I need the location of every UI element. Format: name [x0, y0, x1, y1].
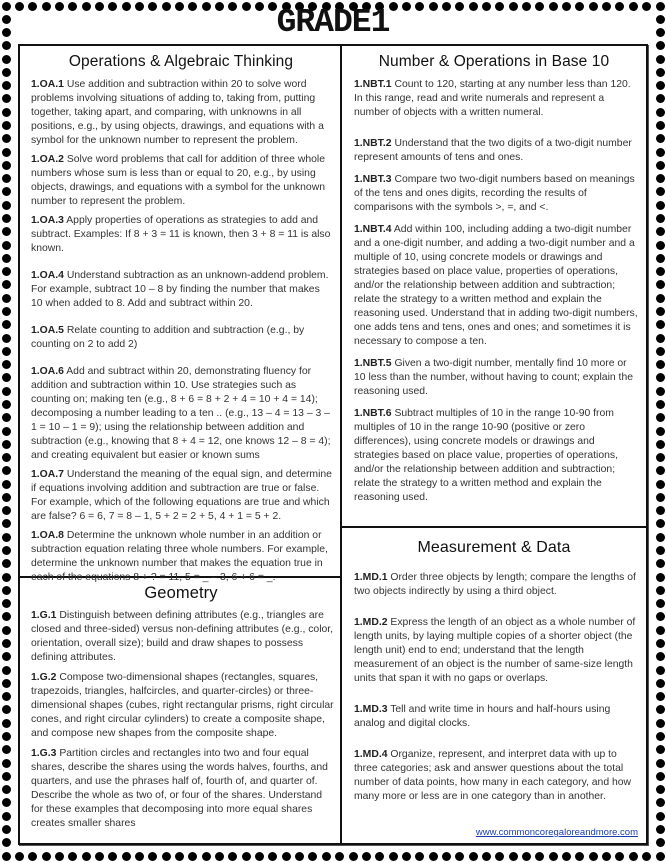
border-dot: [2, 373, 11, 382]
border-dot: [656, 546, 665, 555]
border-dot: [122, 852, 131, 861]
border-dot: [2, 254, 11, 263]
border-dot: [2, 772, 11, 781]
standard-code: 1.NBT.6: [354, 408, 392, 419]
border-dot: [2, 148, 11, 157]
border-dot: [656, 506, 665, 515]
border-dot: [2, 387, 11, 396]
standards-frame: [18, 44, 648, 845]
border-dot: [495, 852, 504, 861]
standard-code: 1.OA.8: [31, 530, 64, 541]
border-dot: [656, 745, 665, 754]
border-dot: [615, 852, 624, 861]
border-dot: [2, 825, 11, 834]
border-dot: [2, 785, 11, 794]
standard-code: 1.G.1: [31, 610, 57, 621]
border-dot: [2, 573, 11, 582]
border-dot: [656, 626, 665, 635]
standard-text: Partition circles and rectangles into two and four equal shares, describe the shares using the words halves, fourths, and quarters, and use the phrases half of, fourth of, and quarter of. Describe the whole as two of, or four of the shares. Understand for these examples that decomposing into more equal shares creates smaller shares: [31, 748, 328, 829]
border-dot: [429, 852, 438, 861]
border-dot: [629, 852, 638, 861]
border-dot: [175, 852, 184, 861]
border-dot: [656, 480, 665, 489]
standard-text: Distinguish between defining attributes (e.g., triangles are closed and three-sided) versus non-defining attributes (e.g., color, orientation, overall size); build and draw shapes to possess defining attributes.: [31, 610, 334, 663]
standard-1-nbt-1: [342, 78, 646, 120]
standard-text: Understand subtraction as an unknown-addend problem. For example, subtract 10 – 8 by finding the number that makes 10 when added to 8. Add and subtract within 20.: [31, 270, 329, 309]
section-number-operations-base-10: [342, 46, 646, 526]
border-dot: [2, 652, 11, 661]
standard-1-md-3: [342, 703, 646, 731]
border-dot: [2, 732, 11, 741]
standard-1-nbt-3: [342, 173, 646, 215]
border-dot: [656, 254, 665, 263]
border-dot: [362, 852, 371, 861]
standard-1-oa-4: [22, 269, 340, 311]
border-dot: [656, 201, 665, 210]
border-dot: [135, 852, 144, 861]
border-dot: [188, 852, 197, 861]
standard-1-nbt-4: [342, 223, 646, 349]
standard-1-g-3: [22, 747, 340, 831]
border-dot: [162, 852, 171, 861]
border-dot: [656, 440, 665, 449]
section-measurement-data: [342, 528, 646, 843]
border-dot: [95, 852, 104, 861]
border-dot: [2, 838, 11, 847]
standard-code: 1.MD.1: [354, 572, 388, 583]
border-dot: [656, 400, 665, 409]
standard-1-g-1: [22, 609, 340, 665]
border-dot: [656, 812, 665, 821]
standard-1-oa-5: [22, 324, 340, 352]
border-dot: [522, 852, 531, 861]
section-title: Number & Operations in Base 10: [378, 53, 610, 70]
section-geometry: [22, 578, 340, 843]
border-dot: [2, 214, 11, 223]
border-dot: [656, 267, 665, 276]
standard-text: Determine the unknown whole number in an addition or subtraction equation relating three whole numbers. For example, determine the unknown number that makes the equation true in each of the equations 8 + ? = 11, 5 = _ – 3, 6 + 6 = _.: [31, 530, 328, 583]
border-dot: [15, 852, 24, 861]
standard-code: 1.NBT.5: [354, 358, 392, 369]
border-dot: [549, 852, 558, 861]
standard-text: Apply properties of operations as strategies to add and subtract. Examples: If 8 + 3 = 11 is known, then 3 + 8 = 11 is also known.: [31, 215, 331, 254]
border-dot: [656, 373, 665, 382]
border-dot: [28, 852, 37, 861]
border-dot: [2, 493, 11, 502]
standard-1-oa-1: [22, 78, 340, 148]
border-dot: [656, 121, 665, 130]
border-dot: [2, 639, 11, 648]
border-dot: [656, 666, 665, 675]
border-dot: [656, 519, 665, 528]
border-dot: [2, 852, 11, 861]
border-dot: [335, 852, 344, 861]
border-dot: [2, 599, 11, 608]
border-dot: [2, 400, 11, 409]
border-dot: [656, 679, 665, 688]
border-dot: [2, 68, 11, 77]
border-dot: [469, 852, 478, 861]
standard-1-nbt-5: [342, 357, 646, 399]
border-dot: [2, 280, 11, 289]
border-dot: [2, 586, 11, 595]
border-dot: [656, 825, 665, 834]
standard-code: 1.G.2: [31, 672, 57, 683]
border-dot: [2, 201, 11, 210]
border-dot: [656, 573, 665, 582]
border-dot: [68, 852, 77, 861]
standard-code: 1.OA.7: [31, 469, 64, 480]
border-dot: [2, 347, 11, 356]
standard-text: Express the length of an object as a whole number of length units, by laying multiple copies of a shorter object (the length unit) end to end; understand that the length measurement of an object is the number of same-size length units that span it with no gaps or overlaps.: [354, 617, 636, 684]
border-dot: [268, 852, 277, 861]
border-dot: [656, 294, 665, 303]
border-dot: [656, 413, 665, 422]
standard-text: Use addition and subtraction within 20 to solve word problems involving situations of adding to, taking from, putting together, taking apart, and comparing, with unknowns in all positions, e.g., by using objects, drawings, and equations with a symbol for the unknown number to represent the problem.: [31, 79, 324, 146]
border-dot: [656, 108, 665, 117]
standard-1-oa-3: [22, 214, 340, 256]
standard-text: Order three objects by length; compare the lengths of two objects indirectly by using a third object.: [354, 572, 636, 597]
border-dot: [575, 852, 584, 861]
standard-1-md-4: [342, 748, 646, 804]
border-dot: [656, 599, 665, 608]
border-dot: [2, 108, 11, 117]
border-dot: [349, 852, 358, 861]
standard-code: 1.NBT.3: [354, 174, 392, 185]
border-dot: [2, 453, 11, 462]
standard-1-oa-7: [22, 468, 340, 524]
border-dot: [2, 81, 11, 90]
border-dot: [656, 652, 665, 661]
border-dot: [2, 759, 11, 768]
border-dot: [2, 612, 11, 621]
border-dot: [455, 852, 464, 861]
border-dot: [656, 81, 665, 90]
border-dot: [656, 559, 665, 568]
border-dot: [255, 852, 264, 861]
border-dot: [656, 241, 665, 250]
border-dot: [2, 121, 11, 130]
border-dot: [55, 852, 64, 861]
border-dot: [242, 852, 251, 861]
border-dot: [656, 334, 665, 343]
standard-code: 1.MD.4: [354, 749, 388, 760]
standard-code: 1.MD.2: [354, 617, 388, 628]
border-dot: [215, 852, 224, 861]
standard-text: Tell and write time in hours and half-hours using analog and digital clocks.: [354, 704, 611, 729]
border-dot: [656, 320, 665, 329]
border-dot: [535, 852, 544, 861]
border-dot: [656, 759, 665, 768]
border-dot: [282, 852, 291, 861]
border-dot: [656, 68, 665, 77]
standard-code: 1.NBT.2: [354, 138, 392, 149]
border-dot: [656, 586, 665, 595]
border-dot: [2, 334, 11, 343]
border-dot: [562, 852, 571, 861]
border-dot: [2, 174, 11, 183]
standard-text: Add within 100, including adding a two-digit number and a one-digit number, and adding a two-digit number and a multiple of 10, using concrete models or drawings and strategies based on place value, properties of operations, and/or the relationship between addition and subtraction; relate the strategy to a written method and explain the reasoning used. Understand that in adding two-digit numbers, one adds tens and tens, ones and ones; and sometimes it is necessary to compose a ten.: [354, 224, 638, 347]
standard-code: 1.G.3: [31, 748, 57, 759]
border-dot: [2, 94, 11, 103]
border-dot: [2, 559, 11, 568]
standard-1-oa-2: [22, 153, 340, 209]
standard-code: 1.OA.4: [31, 270, 64, 281]
border-dot: [202, 852, 211, 861]
border-dot: [2, 161, 11, 170]
border-dot: [656, 493, 665, 502]
border-dot: [656, 41, 665, 50]
standard-1-nbt-2: [342, 137, 646, 165]
border-dot: [509, 852, 518, 861]
standard-text: Add and subtract within 20, demonstrating fluency for addition and subtraction within 10. Use strategies such as counting on; making ten (e.g., 8 + 6 = 8 + 2 + 4 = 10 + 4 = 14); decomposing a number leading to a ten .. (e.g., 13 – 4 = 13 – 3 – 1 = 10 – 1 = 9); using the relationship between addition and subtraction (e.g., knowing that 8 + 4 = 12, one knows 12 – 8 = 4); and creating equivalent but easier or known sums: [31, 366, 331, 461]
border-dot: [2, 626, 11, 635]
standard-code: 1.OA.2: [31, 154, 64, 165]
border-dot: [2, 692, 11, 701]
border-dot: [2, 798, 11, 807]
border-dot: [2, 360, 11, 369]
border-dot: [2, 267, 11, 276]
border-dot: [2, 666, 11, 675]
border-dot: [642, 852, 651, 861]
border-dot: [2, 307, 11, 316]
border-dot: [228, 852, 237, 861]
standard-1-md-1: [342, 571, 646, 599]
border-dot: [2, 679, 11, 688]
border-dot: [2, 320, 11, 329]
border-dot: [322, 852, 331, 861]
border-dot: [2, 719, 11, 728]
section-operations-algebraic-thinking: [22, 46, 340, 583]
border-dot: [656, 852, 665, 861]
border-dot: [148, 852, 157, 861]
section-title: Geometry: [144, 584, 218, 602]
border-dot: [442, 852, 451, 861]
section-title: Measurement & Data: [417, 539, 571, 556]
border-dot: [108, 852, 117, 861]
border-dot: [2, 519, 11, 528]
section-title: Operations & Algebraic Thinking: [68, 53, 294, 70]
border-dot: [2, 440, 11, 449]
border-dot: [656, 227, 665, 236]
border-dot: [602, 852, 611, 861]
border-dot: [2, 466, 11, 475]
standard-code: 1.OA.5: [31, 325, 64, 336]
border-dot: [375, 852, 384, 861]
border-dot: [656, 427, 665, 436]
border-dot: [656, 387, 665, 396]
border-dot: [656, 347, 665, 356]
standard-1-oa-6: [22, 365, 340, 463]
website-link[interactable]: www.commoncoregaloreandmore.com: [475, 827, 638, 838]
border-dot: [415, 852, 424, 861]
border-dot: [82, 852, 91, 861]
standard-text: Compare two two-digit numbers based on meanings of the tens and ones digits, recording the results of comparisons with the symbols >, =, and <.: [354, 174, 635, 213]
standard-text: Solve word problems that call for addition of three whole numbers whose sum is less than or equal to 20, e.g., by using objects, drawings, and equations with a symbol for the unknown number to represent the problem.: [31, 154, 325, 207]
border-dot: [656, 732, 665, 741]
border-dot: [2, 294, 11, 303]
border-dot: [656, 533, 665, 542]
border-dot: [656, 798, 665, 807]
border-dot: [656, 453, 665, 462]
border-dot: [656, 466, 665, 475]
standard-code: 1.NBT.1: [354, 79, 392, 90]
border-dot: [656, 134, 665, 143]
border-dot: [656, 161, 665, 170]
border-dot: [2, 227, 11, 236]
border-dot: [656, 838, 665, 847]
border-dot: [389, 852, 398, 861]
border-dot: [656, 148, 665, 157]
border-dot: [2, 705, 11, 714]
border-dot: [656, 719, 665, 728]
border-dot: [2, 745, 11, 754]
border-dot: [656, 214, 665, 223]
border-dot: [656, 705, 665, 714]
page-title: GRADE1: [276, 4, 390, 41]
border-dot: [656, 360, 665, 369]
standard-text: Given a two-digit number, mentally find 10 more or 10 less than the number, without having to count; explain the reasoning used.: [354, 358, 633, 397]
border-dot: [656, 639, 665, 648]
border-dot: [2, 546, 11, 555]
standard-text: Count to 120, starting at any number less than 120. In this range, read and write numerals and represent a number of objects with a written numeral.: [354, 79, 631, 118]
border-dot: [656, 280, 665, 289]
border-dot: [2, 480, 11, 489]
border-dot: [2, 241, 11, 250]
border-dot: [656, 692, 665, 701]
border-dot: [656, 55, 665, 64]
border-dot: [656, 94, 665, 103]
standard-1-oa-8: [22, 529, 340, 585]
standard-text: Relate counting to addition and subtraction (e.g., by counting on 2 to add 2): [31, 325, 305, 350]
standard-code: 1.NBT.4: [354, 224, 392, 235]
standard-text: Compose two-dimensional shapes (rectangles, squares, trapezoids, triangles, halfcircles, and quarter-circles) or three-dimensional shapes (cubes, right rectangular prisms, right circular cones, and right circular cylinders) to create a composite shape, and compose new shapes from the composite shape.: [31, 672, 334, 739]
border-dot: [42, 852, 51, 861]
standard-1-md-2: [342, 616, 646, 686]
border-dot: [2, 506, 11, 515]
border-dot: [308, 852, 317, 861]
border-dot: [2, 187, 11, 196]
standard-1-g-2: [22, 671, 340, 741]
border-dot: [589, 852, 598, 861]
border-dot: [2, 533, 11, 542]
border-dot: [2, 134, 11, 143]
border-dot: [402, 852, 411, 861]
border-dot: [656, 307, 665, 316]
standard-text: Organize, represent, and interpret data with up to three categories; ask and answer questions about the total number of data points, how many in each category, and how many more or less are in one category than in another.: [354, 749, 632, 802]
border-dot: [2, 55, 11, 64]
standard-code: 1.OA.1: [31, 79, 64, 90]
standard-text: Understand the meaning of the equal sign, and determine if equations involving addition and subtraction are true or false. For example, which of the following equations are true and which are false? 6 = 6, 7 = 8 – 1, 5 + 2 = 2 + 5, 4 + 1 = 5 + 2.: [31, 469, 332, 522]
standard-text: Subtract multiples of 10 in the range 10-90 from multiples of 10 in the range 10-90 (positive or zero differences), using concrete models or drawings and strategies based on place value, properties of operations, and/or the relationship between addition and subtraction; relate the strategy to a written method and explain the reasoning used.: [354, 408, 618, 503]
border-dot: [2, 812, 11, 821]
standard-code: 1.MD.3: [354, 704, 388, 715]
border-dot: [2, 427, 11, 436]
border-dot: [656, 785, 665, 794]
border-dot: [2, 41, 11, 50]
standard-code: 1.OA.6: [31, 366, 64, 377]
border-dot: [656, 772, 665, 781]
border-dot: [656, 612, 665, 621]
border-dot: [656, 187, 665, 196]
standard-code: 1.OA.3: [31, 215, 64, 226]
border-dot: [482, 852, 491, 861]
standard-text: Understand that the two digits of a two-digit number represent amounts of tens and ones.: [354, 138, 632, 163]
border-dot: [656, 174, 665, 183]
border-dot: [2, 413, 11, 422]
standard-1-nbt-6: [342, 407, 646, 505]
border-dot: [295, 852, 304, 861]
